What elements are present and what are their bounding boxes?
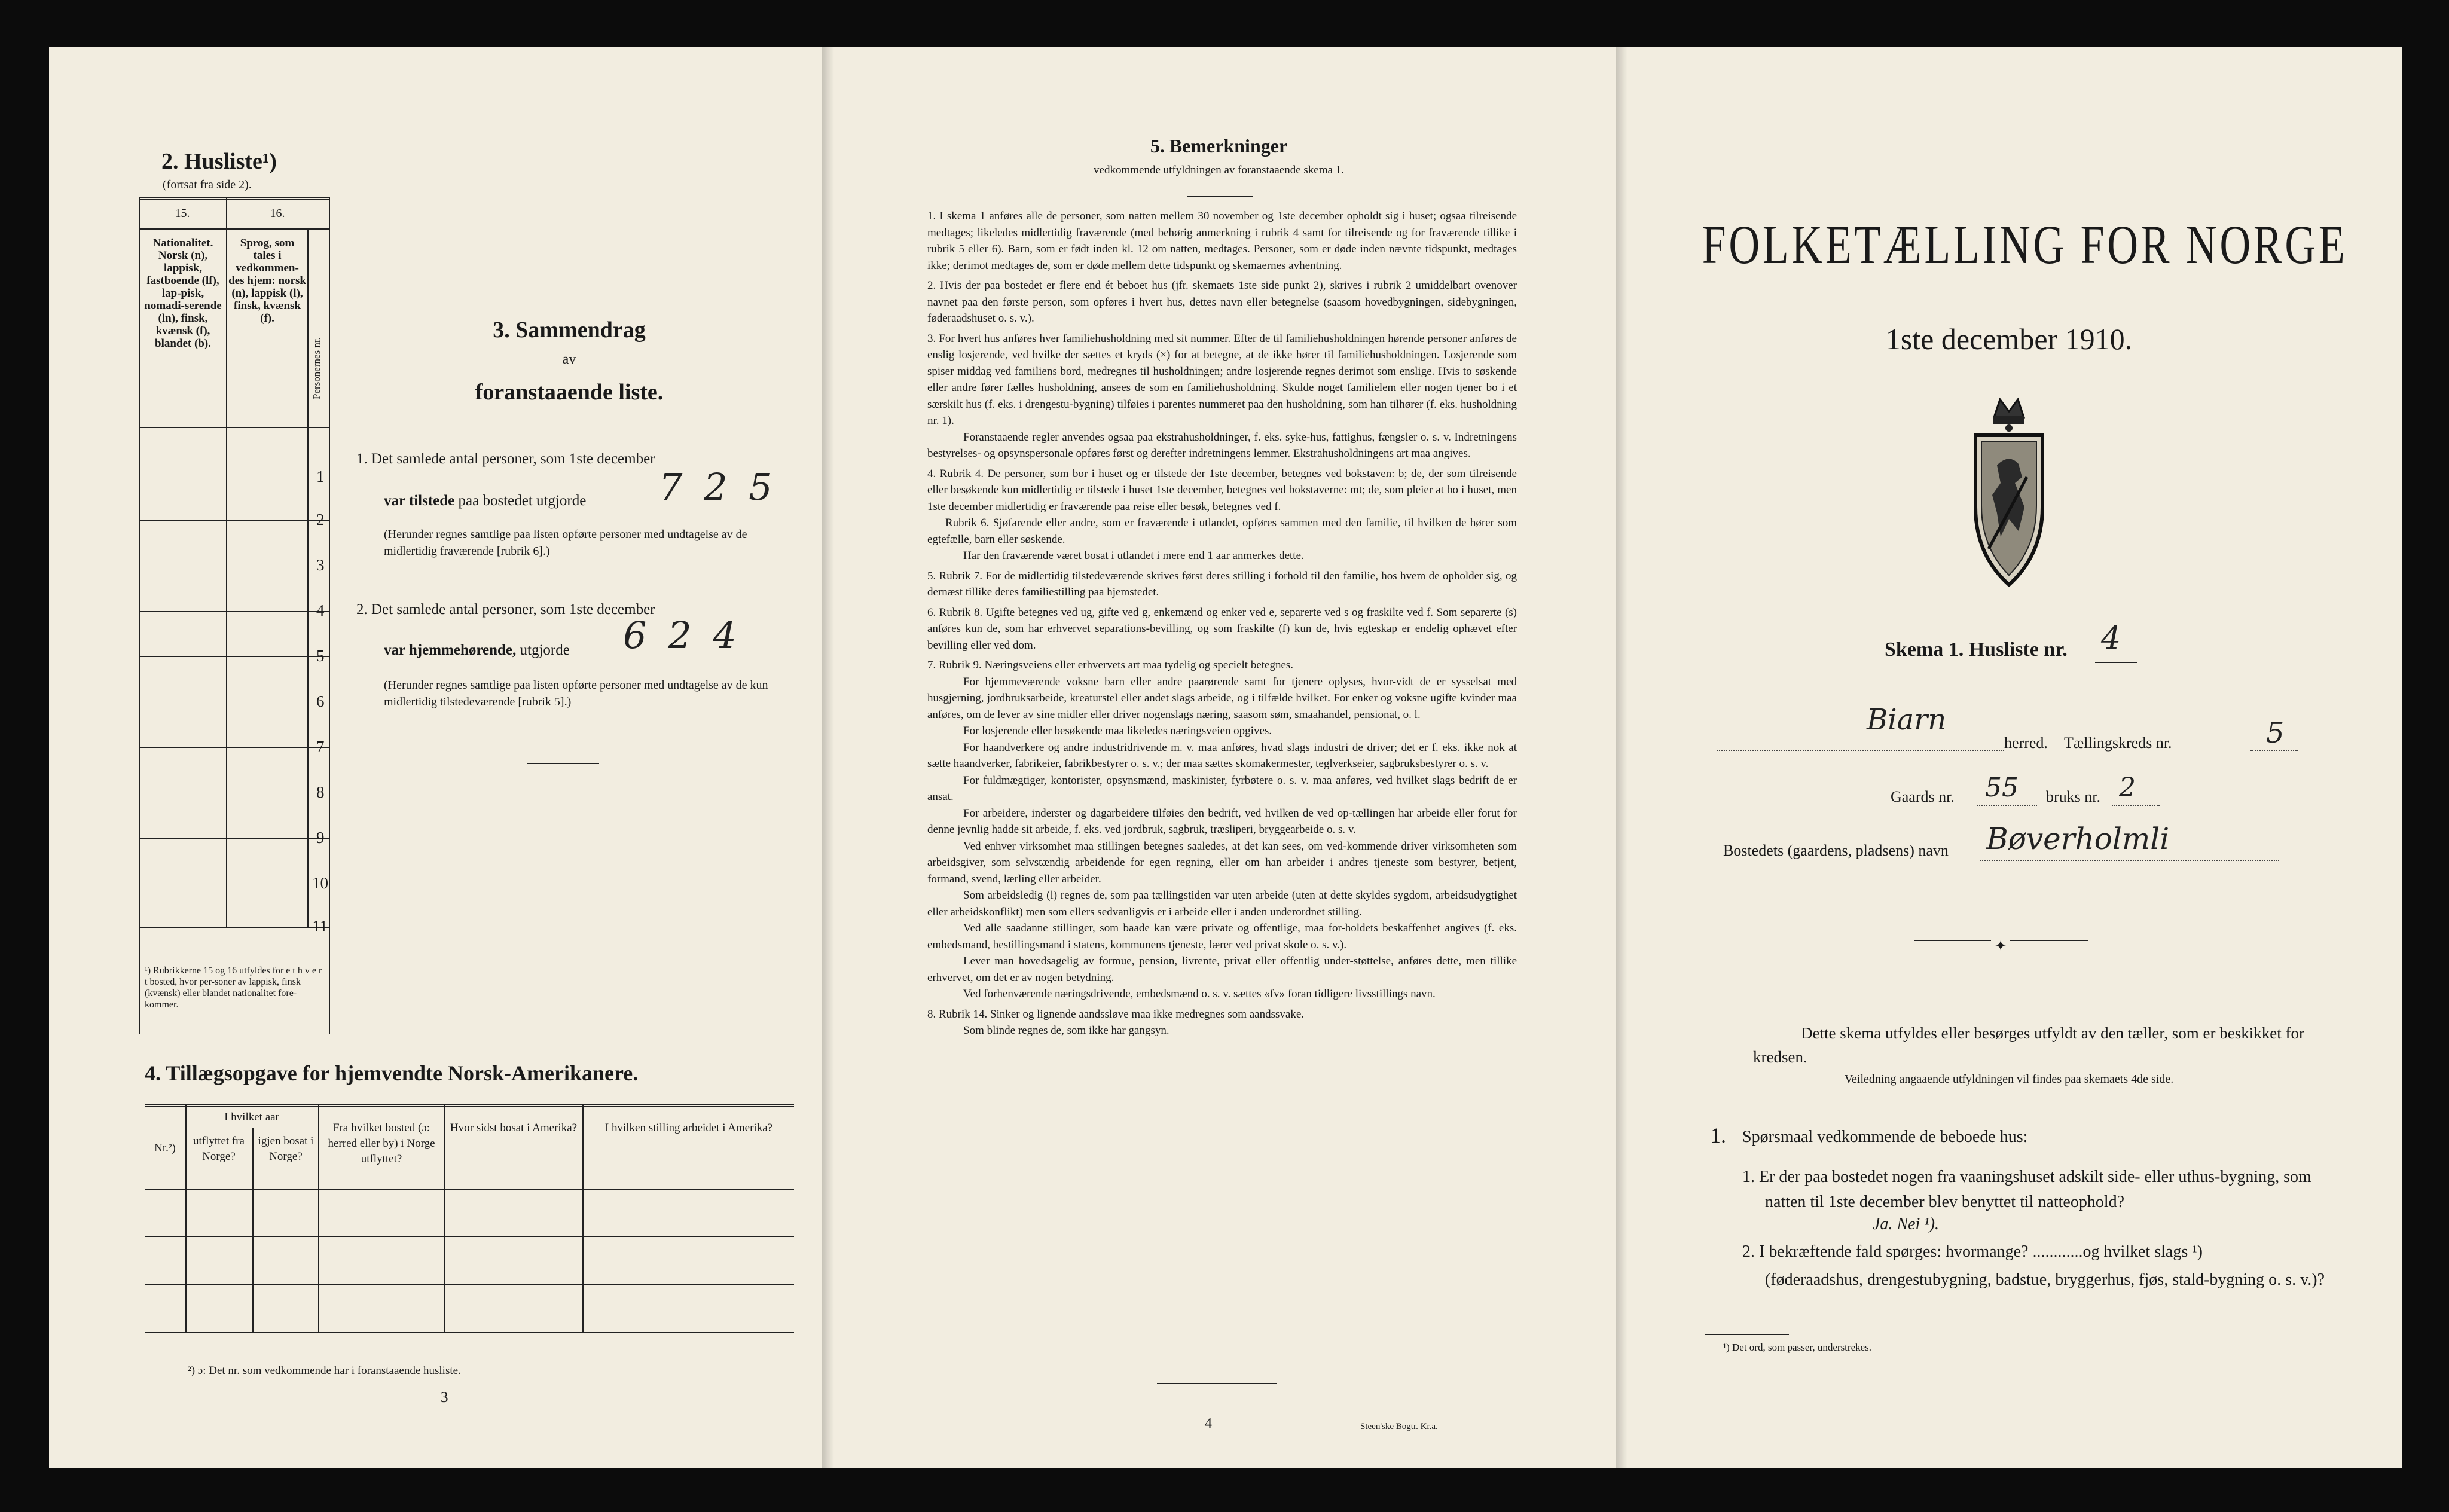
remark: 2. Hvis der paa bostedet er flere end ét beboet hus (jfr. skemaets 1ste side punkt 2), skrives i rubrik 2 umiddelbart ovenover navnet paa den første person, som opføres i hvert hus, dettes navn eller betegnelse (saasom hovedbygningen, sidebygningen, føderaadshuset o. s. v.).: [927, 279, 1517, 325]
census-date: 1ste december 1910.: [1885, 322, 2133, 356]
bemerkninger-title: 5. Bemerkninger: [1150, 135, 1288, 157]
var-hjemmehorende-label: var hjemmehørende,: [384, 642, 517, 658]
col-nationalitet-header: Nationalitet. Norsk (n), lappisk, fastboende (lf), lap-pisk, nomadi-serende (ln), finsk, kvænsk (f), blandet (b).: [144, 237, 222, 350]
row-number: 7: [316, 738, 325, 756]
bemerkninger-subtitle: vedkommende utfyldningen av foranstaaende skema 1.: [1094, 164, 1344, 176]
husliste-nr-value: 4: [2101, 621, 2121, 656]
row-number: 5: [316, 647, 325, 665]
remark: Rubrik 6. Sjøfarende eller andre, som er fraværende i utlandet, opføres sammen med den familie, til hvilken de hører som egtefælle, barn eller søskende.: [927, 517, 1517, 546]
q-heading-num: 1.: [1710, 1123, 1726, 1147]
bosted-value: Bøverholmli: [1986, 821, 2170, 856]
row-number: 3: [316, 556, 325, 574]
page-number-3: 3: [441, 1389, 448, 1406]
row-number: 2: [316, 511, 325, 529]
row-number: 8: [316, 783, 325, 801]
col-sprog-header: Sprog, som tales i vedkommen-des hjem: norsk (n), lappisk (l), finsk, kvænsk (f).: [228, 237, 306, 325]
ornament-icon: ✦: [1991, 937, 2010, 955]
remark: 3. For hvert hus anføres hver familiehusholdning med sit nummer. Efter de til familiehusholdningen hørende personer anføres de enslig losjerende, ved hvilke der sættes et kryds (×) for at betegne, at de ikke hører til familiehusholdningen. Losjerende som spiser middag ved familiens bord, medregnes til husholdningen; andre losjerende regnes derimot som enslige. Hvis to søskende eller andre fører fælles husholdning, ansees de som en familiehusholdning. Skulde noget familielem eller nogen tjener bo i et særskilt hus (f. eks. i drengestu-bygning) tilføies i parentes nummeret paa den husholdning, som han tilhører (f. eks. husholdning nr. 1).: [927, 332, 1517, 427]
veiledning-text: Veiledning angaaende utfyldningen vil findes paa skemaets 4de side.: [1844, 1073, 2174, 1086]
main-title: FOLKETÆLLING FOR NORGE: [1702, 214, 2348, 275]
remark: 4. Rubrik 4. De personer, som bor i huset og er tilstede der 1ste december, betegnes ved bokstaven: b; de, der som tilreisende eller besøkende kun midlertidig er tilstede i huset 1ste december, betegnes ved bokstaverne: mt; de, som pleier at bo i huset, men 1ste december midlertidig er fraværende paa reise eller besøk, betegnes ved f.: [927, 467, 1517, 513]
q-heading: Spørsmaal vedkommende de beboede hus:: [1742, 1128, 2028, 1146]
row-number: 9: [316, 829, 325, 847]
col-igjen: igjen bosat i Norge?: [258, 1135, 314, 1163]
page-left: [49, 47, 822, 1468]
col-number-15: 15.: [175, 207, 190, 220]
var-tilstede-label: var tilstede: [384, 493, 455, 509]
question-1-answer: Ja. Nei ¹).: [1873, 1215, 1940, 1233]
remark: 5. Rubrik 7. For de midlertidig tilstedeværende skrives først deres stilling i forhold til den familie, hos hvem de opholder sig, og dernæst tillike deres familiestilling paa hjemstedet.: [927, 569, 1517, 598]
col-number-16: 16.: [270, 207, 285, 220]
husliste-subtitle: (fortsat fra side 2).: [163, 178, 252, 191]
coat-of-arms-icon: [1967, 393, 2051, 597]
remark: 1. I skema 1 anføres alle de personer, som natten mellem 30 november og 1ste december opholdt sig i huset; ogsaa tilreisende medtages; likeledes midlertidig fraværende (med behørig anmerkning i rubrik 4 samt for tilreisende og for fraværende tillike i rubrik 5 eller 6). Barn, som er født inden kl. 12 om natten, medtages. Personer, som er døde inden nævnte tidspunkt, medtages ikke; derimot medtages de, som er døde mellem dette tidspunkt og skemaernes avhentning.: [927, 210, 1517, 272]
remark: For fuldmægtiger, kontorister, opsynsmænd, maskinister, fyrbøtere o. s. v. maa anføres, ved hvilket slags bedrift de er ansat.: [927, 774, 1517, 803]
remark: For losjerende eller besøkende maa likeledes næringsveien opgives.: [963, 725, 1272, 737]
page-right: [1616, 47, 2402, 1468]
skema-label: Skema 1. Husliste nr.: [1885, 639, 2068, 661]
gaards-value: 55: [1985, 772, 2019, 803]
row-number: 4: [316, 601, 325, 619]
col-hvilket-aar: I hvilket aar: [224, 1111, 279, 1123]
item1-note: (Herunder regnes samtlige paa listen opførte personer med undtagelse av de midlertidig fraværende [rubrik 6].): [384, 528, 747, 558]
bruks-label: bruks nr.: [2046, 788, 2100, 805]
remark: For hjemmeværende voksne barn eller andre paarørende samt for tjenere oplyses, hvor-vidt de er sysselsat med husgjerning, jordbruksarbeide, kreaturstel eller andet slags arbeide, og i tilfælde hvilket. For enker og voksne ugifte kvinder maa anføres, om de lever av sine midler eller driver nogenslags næring, saasom søm, smaahandel, pensionat, o. l.: [927, 675, 1517, 721]
husliste-footnote: ¹) Rubrikkerne 15 og 16 utfyldes for e t h v e r t bosted, hvor per-soner av lappisk, finsk (kvænsk) eller blandet nationalitet fore-kommer.: [145, 966, 322, 1010]
tillaeg-footnote: ²) ɔ: Det nr. som vedkommende har i foranstaaende husliste.: [188, 1364, 461, 1377]
remark: Ved enhver virksomhet maa stillingen betegnes saaledes, at det kan sees, om ved-kommende driver virksomheten som arbeidsgiver, som selvstændig arbeidende for egen regning, eller om han arbeider i andres tjeneste som bestyrer, betjent, formand, svend, lærling eller arbeider.: [927, 839, 1517, 885]
printer-mark: Steen'ske Bogtr. Kr.a.: [1360, 1422, 1438, 1431]
gaards-label: Gaards nr.: [1891, 788, 1955, 805]
sammendrag-title: 3. Sammendrag: [493, 317, 646, 343]
bosted-label: Bostedets (gaardens, pladsens) navn: [1723, 842, 1949, 859]
remark: 7. Rubrik 9. Næringsveiens eller erhvervets art maa tydelig og specielt betegnes.: [927, 659, 1294, 671]
col-utflyttet: utflyttet fra Norge?: [193, 1135, 245, 1163]
herred-value: Biarn: [1867, 703, 1947, 737]
col-hvor-sidst: Hvor sidst bosat i Amerika?: [450, 1122, 578, 1134]
remark: Foranstaaende regler anvendes ogsaa paa ekstrahusholdninger, f. eks. syke-hus, fattighus, fængsler o. s. v. Indretningens bestyrelses- og opsynspersonale opføres først og derefter indretningens lemmer. Ekstrahusholdningens art maa angives.: [927, 430, 1517, 460]
sammendrag-item2: 2. Det samlede antal personer, som 1ste december: [356, 601, 655, 618]
sammendrag-item1: 1. Det samlede antal personer, som 1ste december: [356, 451, 655, 467]
col-stilling: I hvilken stilling arbeidet i Amerika?: [604, 1122, 773, 1134]
col-nr: Nr.²): [154, 1142, 176, 1154]
row-number: 6: [316, 692, 325, 710]
sammendrag-av: av: [562, 352, 576, 367]
remark: Ved forhenværende næringsdrivende, embedsmænd o. s. v. sættes «fv» foran tidligere livsstillings navn.: [963, 988, 1436, 1000]
remark: 6. Rubrik 8. Ugifte betegnes ved ug, gifte ved g, enkemænd og enker ved e, separerte ved s og fraskilte ved f. Som separerte (s) anføres kun de, som har erhvervet separations-bevilling, og som fraskilte (f) kun de, hvis egteskap er endelig ophævet efter bevilling eller ved dom.: [927, 606, 1517, 652]
kreds-label: Tællingskreds nr.: [2064, 734, 2172, 752]
page-middle: [822, 47, 1616, 1468]
bruks-value: 2: [2119, 772, 2136, 803]
question-1: 1. Er der paa bostedet nogen fra vaaningshuset adskilt side- eller uthus-bygning, som natten til 1ste december blev benyttet til natteophold?: [1742, 1168, 2311, 1211]
remark: Har den fraværende været bosat i utlandet i mere end 1 aar anmerkes dette.: [963, 549, 1304, 562]
footnote: ¹) Det ord, som passer, understrekes.: [1723, 1342, 1872, 1353]
remark: Som blinde regnes de, som ikke har gangsyn.: [963, 1024, 1169, 1037]
question-2-detail: (føderaadshus, drengestubygning, badstue, bryggerhus, fjøs, stald-bygning o. s. v.)?: [1765, 1270, 2325, 1289]
remark: Som arbeidsledig (l) regnes de, som paa tællingstiden var uten arbeide (uten at dette skyldes sygdom, arbeidsudygtighet eller arbeidskonflikt) men som ellers sedvanligvis er i arbeide eller i anden underordnet stilling.: [927, 889, 1517, 918]
item2-value: 6 2 4: [623, 613, 741, 657]
item2-note: (Herunder regnes samtlige paa listen opførte personer med undtagelse av de kun midlertidig tilstedeværende [rubrik 5].): [384, 679, 768, 708]
item1-rest: paa bostedet utgjorde: [458, 493, 587, 509]
question-2: 2. I bekræftende fald spørges: hvormange? ............og hvilket slags ¹): [1742, 1242, 2203, 1261]
tillaeg-title: 4. Tillægsopgave for hjemvendte Norsk-Amerikanere.: [145, 1061, 639, 1085]
col-fra-hvilket: Fra hvilket bosted (ɔ: herred eller by) i Norge utflyttet?: [328, 1122, 435, 1165]
remark: For haandverkere og andre industridrivende m. v. maa anføres, hvad slags industri de driver; det er f. eks. ikke nok at sætte haandverker, fabrikeier, fabrikbestyrer o. s. v.; der maa sættes skomakermester, teglverkseier, sagbruksbestyrer o. s. v.: [927, 741, 1517, 770]
remark: Lever man hovedsagelig av formue, pension, livrente, privat eller offentlig under-støttelse, anføres dette, men tillike erhvervet, om det er av nogen betydning.: [927, 955, 1517, 984]
row-number: 10: [312, 874, 328, 892]
herred-label: herred.: [2004, 734, 2048, 752]
kreds-value: 5: [2266, 716, 2285, 750]
page-number-4: 4: [1205, 1416, 1212, 1431]
intro-text: Dette skema utfyldes eller besørges utfyldt av den tæller, som er beskikket for kredsen.: [1753, 1024, 2304, 1066]
col-personernes-nr-header: Personernes nr.: [311, 337, 322, 399]
item1-value: 7 2 5: [659, 465, 777, 509]
item2-rest: utgjorde: [520, 642, 570, 658]
sammendrag-subtitle: foranstaaende liste.: [475, 380, 664, 405]
row-number: 1: [316, 468, 325, 485]
remark: 8. Rubrik 14. Sinker og lignende aandssløve maa ikke medregnes som aandssvake.: [927, 1007, 1305, 1021]
husliste-title: 2. Husliste¹): [161, 149, 277, 174]
remark: Ved alle saadanne stillinger, som baade kan være private og offentlige, maa for-holdets beskaffenhet angives (f. eks. embedsmand, bestillingsmand i statens, kommunens tjeneste, lærer ved privat skole o. s. v.).: [927, 922, 1517, 951]
remark: For arbeidere, inderster og dagarbeidere tilføies den bedrift, ved hvilken de ved op-tællingen har arbeide eller forut for denne jevnlig hadde sit arbeide, f. eks. ved jordbruk, sagbruk, træsliperi, bryggearbeide o. s. v.: [927, 807, 1517, 836]
row-number: 11: [312, 917, 328, 935]
bemerkninger-body: [927, 208, 1517, 1039]
